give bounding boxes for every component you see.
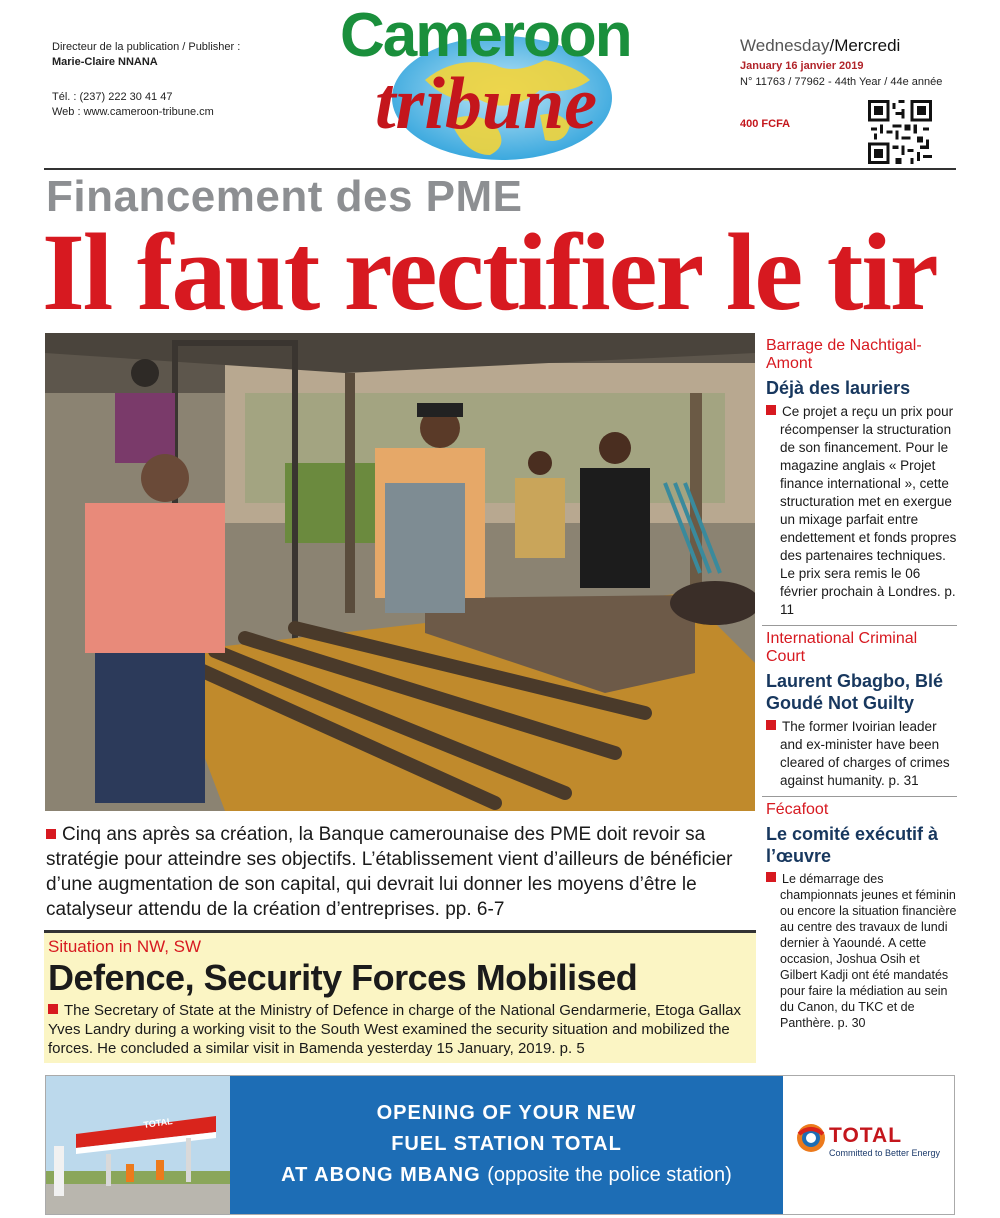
bullet-icon	[46, 829, 56, 839]
sidebar-headline: Déjà des lauriers	[766, 378, 911, 398]
ad-message	[230, 1076, 783, 1214]
total-tagline: Committed to Better Energy	[829, 1148, 941, 1158]
issue-number: N° 11763 / 77962 - 44th Year / 44e année	[740, 76, 943, 88]
secondary-text-body: The Secretary of State at the Ministry of Defence in charge of the National Gendarmerie, Etoga Gallax Yves Landry during a working visit to the South West examined the security situation and mobilized the forces. He concluded a similar visit in Bamenda yesterday 15 January, 2019. p. 5	[48, 1002, 742, 1057]
sidebar-headline: Laurent Gbagbo, Blé Goudé Not Guilty	[766, 671, 944, 713]
date-block	[740, 36, 970, 88]
bullet-icon	[766, 720, 776, 730]
day-french: /Mercredi	[829, 36, 901, 55]
sidebar-headline: Le comité exécutif à l’œuvre	[766, 824, 939, 866]
secondary-headline: Defence, Security Forces Mobilised	[48, 957, 638, 998]
ad-line-1: OPENING OF YOUR NEW	[376, 1102, 637, 1124]
total-logo-icon	[795, 1122, 827, 1154]
lead-headline: Il faut rectifier le tir	[42, 211, 937, 333]
sidebar	[762, 333, 957, 1037]
secondary-text	[48, 1001, 748, 1058]
sidebar-story-icc[interactable]	[762, 626, 957, 797]
ad-line-2: FUEL STATION TOTAL	[391, 1133, 622, 1155]
secondary-kicker: Situation in NW, SW	[48, 937, 202, 956]
sidebar-text	[766, 871, 957, 1031]
sidebar-kicker: Barrage de Nachtigal-Amont	[766, 337, 922, 372]
ad-line-3-bold: AT ABONG MBANG	[281, 1164, 481, 1186]
sidebar-text-body: Le démarrage des championnats jeunes et féminin ou encore la situation financière au centre des travaux de lundi dernier à Yaoundé. A cette occasion, Joshua Osih et Gilbert Kadji ont été mandatés pour faire la médiation au sein du Canon, du TKC et de Panthère. p. 30	[780, 872, 957, 1030]
masthead-rule	[44, 168, 956, 170]
lead-caption-text: Cinq ans après sa création, la Banque camerounaise des PME doit revoir sa stratégie pour atteindre ses objectifs. L’établissement vient d’ailleurs de bénéficier d’une augmentation de son capital, qui devrait lui donner les moyens d’être le catalyseur attendu de la création d’entreprises. pp. 6-7	[46, 824, 733, 920]
price: 400 FCFA	[740, 118, 791, 130]
qr-code-icon[interactable]	[868, 100, 932, 164]
lead-caption	[46, 822, 756, 922]
sidebar-story-nachtigal[interactable]	[762, 333, 957, 626]
phone-number: Tél. : (237) 222 30 41 47	[52, 91, 173, 103]
bullet-icon	[766, 872, 776, 882]
sidebar-text-body: The former Ivoirian leader and ex-minister have been cleared of charges of crimes against humanity. p. 31	[780, 719, 950, 788]
secondary-story[interactable]	[44, 930, 756, 1063]
total-brand	[783, 1076, 954, 1214]
ad-line-3-normal: (opposite the police station)	[487, 1164, 732, 1186]
logo-bottom-text: tribune	[375, 63, 598, 145]
sidebar-story-fecafoot[interactable]	[762, 797, 957, 1037]
lead-kicker: Financement des PME	[46, 172, 523, 221]
publisher-label: Directeur de la publication / Publisher :	[52, 41, 241, 53]
publisher-name: Marie-Claire NNANA	[52, 56, 158, 68]
lead-photo	[45, 333, 755, 811]
sidebar-text	[766, 403, 957, 619]
sidebar-text	[766, 718, 957, 790]
bullet-icon	[766, 405, 776, 415]
fuel-station-image	[46, 1076, 230, 1214]
logo-top-text: Cameroon	[340, 1, 631, 70]
station-sign: TOTAL	[142, 1116, 174, 1130]
sidebar-text-body: Ce projet a reçu un prix pour récompenser la structuration de son financement. Pour le magazine anglais « Projet finance international », cette structuration met en exergue un mixage parfait entre endettement et fonds propres des partenaires techniques. Le prix sera remis le 06 février prochain à Londres. p. 11	[780, 404, 957, 617]
day-english: Wednesday	[740, 36, 830, 55]
bullet-icon	[48, 1004, 58, 1014]
issue-date: January 16 janvier 2019	[740, 60, 864, 72]
website-link[interactable]: Web : www.cameroon-tribune.cm	[52, 106, 214, 118]
sidebar-kicker: Fécafoot	[766, 801, 829, 818]
total-brand-name: TOTAL	[829, 1124, 903, 1147]
publisher-block	[52, 40, 312, 120]
cameroon-tribune-logo	[330, 0, 670, 165]
sidebar-kicker: International Criminal Court	[766, 630, 918, 665]
total-advertisement[interactable]	[45, 1075, 955, 1215]
